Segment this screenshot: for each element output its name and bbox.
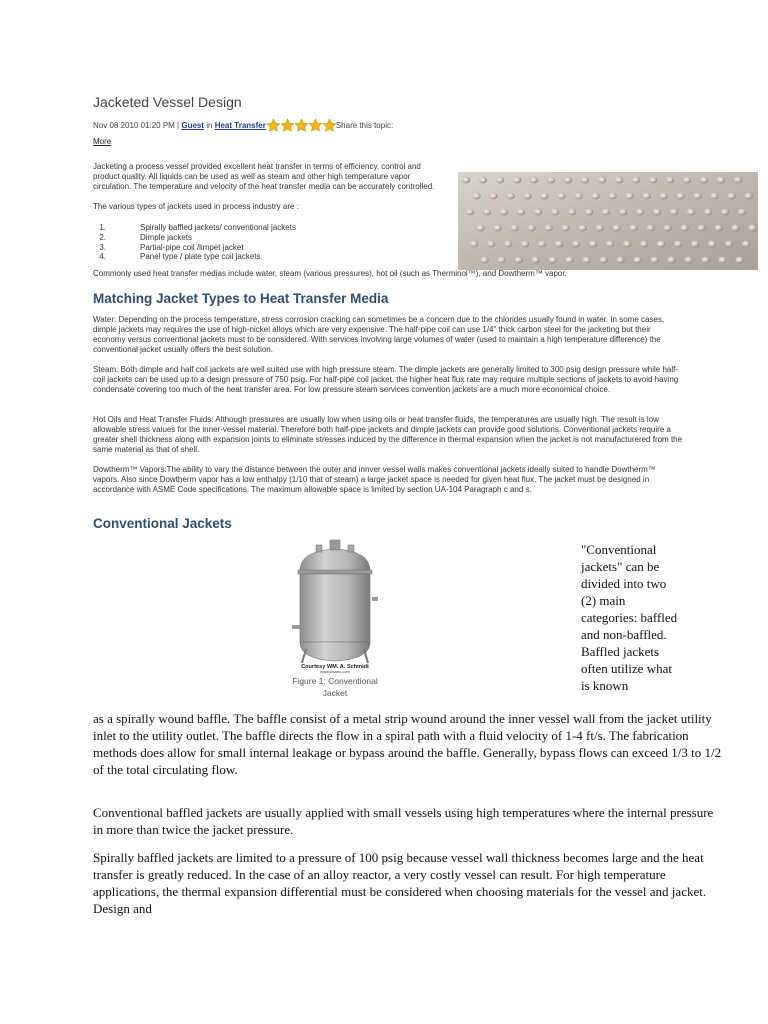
dimple-mark (727, 193, 735, 200)
dimple-mark (568, 209, 576, 216)
category-link[interactable]: Heat Transfer (214, 121, 266, 130)
dimple-mark (534, 209, 542, 216)
dimple-mark (483, 209, 491, 216)
list-item-text: Panel type / plate type coil jackets (140, 252, 261, 262)
dimple-mark (548, 257, 556, 264)
dimple-mark (748, 225, 756, 232)
dimple-mark (480, 257, 488, 264)
intro-text: Jacketing a process vessel provided excellent heat transfer in terms of efficiency, control and product quality. All liquids can be used as well as steam and other high temperature vapor circulation. The temperature and velocity of the heat transfer media can be accurately controlled. (93, 162, 435, 191)
share-label: Share this topic: (335, 121, 394, 130)
dimple-mark (646, 225, 654, 232)
dimple-mark (725, 241, 733, 248)
figure-credit-url: www.wsaes.com (320, 669, 350, 673)
dimple-mark (691, 241, 699, 248)
dimple-mark (666, 177, 674, 184)
dimple-mark (632, 177, 640, 184)
dimple-mark (615, 177, 623, 184)
dimple-mark (649, 177, 657, 184)
dimple-mark (700, 177, 708, 184)
dimple-mark (585, 209, 593, 216)
dimple-mark (487, 241, 495, 248)
dimple-mark (683, 177, 691, 184)
dimple-mark (530, 177, 538, 184)
dimple-mark (659, 193, 667, 200)
dimple-mark (510, 225, 518, 232)
baffled-jackets-paragraph: Conventional baffled jackets are usually applied with small vessels using high temperatures where the internal pressure in more than twice the jacket pressure. (93, 805, 714, 837)
dimple-mark (531, 257, 539, 264)
dimple-mark (650, 257, 658, 264)
dimple-mark (470, 241, 478, 248)
list-number: 2. (99, 232, 106, 242)
dimple-mark (670, 209, 678, 216)
dimple-mark (581, 177, 589, 184)
list-number: 1. (99, 223, 106, 232)
dimple-jacket-photo (458, 172, 758, 270)
water-paragraph: Water: Depending on the process temperature, stress corrosion cracking can sometimes be a concern due to the chlorides usually found in water. In some cases, dimple jackets may requires the use of high-nickel alloys which are very expensive. The half-pipe coil can use 1/4" thick carbon steel for the jacketing but their economy versus conventional jackets must to be considered. With services involving large volumes of water (used to maintain a high temperature difference) the conventional jacket usually offers the best solution. (93, 315, 665, 354)
dimple-mark (636, 209, 644, 216)
dimple-mark (714, 225, 722, 232)
steam-paragraph: Steam: Both dimple and half coil jackets are well suited use with high pressure steam. The dimple jackets are generally limited to 300 psig design pressure while half-coil jackets can be used up to a design pressure of 750 psig. For half-pipe coil jacket, the higher heat flux rate may require multiple sections of jackets to avoid having condensate covering too much of the heat transfer area. For low pressure steam services convention jackets are a much more economical choice. (93, 365, 679, 394)
post-date: Nov 08 2010 01:20 PM | (93, 121, 182, 130)
dimple-mark (521, 241, 529, 248)
dimple-mark (574, 193, 582, 200)
jacket-type-item (66, 252, 296, 262)
star-icon[interactable] (280, 118, 295, 133)
section-heading-conventional: Conventional Jackets (93, 516, 232, 531)
dimple-mark (708, 241, 716, 248)
dimple-mark (557, 193, 565, 200)
dimple-mark (489, 193, 497, 200)
dimple-mark (523, 193, 531, 200)
star-icon[interactable] (294, 118, 309, 133)
hotoils-paragraph: Hot Oils and Heat Transfer Fluids: Although pressures are usually low when using oils or heat transfer fluids, the temperatures are usually high. The result is low allowable stress values for the inner-vessel material. Therefore both half-pipe jackets and dimple jackets can provide good solutions. Conventional jackets require a greater shell thickness along with expansion joints to eliminate stresses induced by the difference in thermal expansion when the jacket is not manufacturered from the same material as that of shell. (93, 415, 683, 454)
section-heading-matching: Matching Jacket Types to Heat Transfer Media (93, 291, 389, 306)
dimple-mark (710, 193, 718, 200)
dimple-mark (674, 241, 682, 248)
dimple-mark (527, 225, 535, 232)
dimple-mark (591, 193, 599, 200)
dimple-mark (582, 257, 590, 264)
dimple-mark (663, 225, 671, 232)
list-item-text: Spirally baffled jackets/ conventional jackets (140, 223, 296, 232)
dimple-mark (606, 241, 614, 248)
more-link[interactable]: More (93, 137, 112, 146)
dimple-mark (640, 241, 648, 248)
author-link[interactable]: Guest (181, 121, 205, 130)
list-item-text: Dimple jackets (140, 232, 193, 242)
dimple-mark (718, 257, 726, 264)
dimple-mark (704, 209, 712, 216)
dimple-mark (602, 209, 610, 216)
jacket-types-lead: The various types of jackets used in process industry are : (93, 202, 299, 211)
dimple-mark (680, 225, 688, 232)
list-item-text: Partial-pipe coil /limpet jacket (140, 242, 244, 252)
dimple-mark (616, 257, 624, 264)
dimple-mark (493, 225, 501, 232)
dimple-mark (623, 241, 631, 248)
dimple-mark (506, 193, 514, 200)
heat-media-paragraph: Commonly used heat transfer medias include water, steam (various pressures), hot oil (such as Therminol™), and Dowtherm™ vapor. (93, 269, 567, 278)
dimple-mark (701, 257, 709, 264)
conventional-jacket-vessel-image (286, 537, 384, 673)
dimple-mark (738, 209, 746, 216)
dimple-mark (608, 193, 616, 200)
dowtherm-paragraph: Dowtherm™ Vapors:The ability to vary the distance between the outer and innver vessel walls makes conventional jackets ideally suited to handle Dowtherm™ vapors. Also since Dowtherm vapor has a low enthalpy (1/10 that of steam) a large jacket space is needed for given heat flux. The jacket must be designed in accordance with ASME Code specifications. The maximum allowable space is limited by section UA-104 Paragraph c and s. (93, 465, 656, 494)
dimple-mark (561, 225, 569, 232)
dimple-mark (472, 193, 480, 200)
jacket-type-item (66, 233, 296, 243)
rating-stars[interactable] (266, 118, 336, 136)
jacket-types-list (66, 223, 296, 262)
dimple-mark (555, 241, 563, 248)
dimple-mark (497, 257, 505, 264)
list-number: 4. (99, 252, 106, 262)
dimple-mark (544, 225, 552, 232)
figure-credit: Courtesy WM. A. Schmidt (301, 664, 369, 670)
dimple-mark (540, 193, 548, 200)
dimple-mark (578, 225, 586, 232)
dimple-mark (513, 177, 521, 184)
dimple-mark (500, 209, 508, 216)
dimple-mark (547, 177, 555, 184)
dimple-mark (629, 225, 637, 232)
dimple-mark (734, 177, 742, 184)
jacket-type-item (66, 243, 296, 253)
dimple-mark (642, 193, 650, 200)
dimple-mark (731, 225, 739, 232)
dimple-mark (479, 177, 487, 184)
jacket-type-item (66, 223, 296, 233)
figure-caption: Figure 1: Conventional Jacket (292, 676, 378, 698)
dimple-mark (697, 225, 705, 232)
dimple-mark (667, 257, 675, 264)
conventional-side-text: "Conventional jackets" can be divided into two (2) main categories: baffled and non-baffled. Baffled jackets often utilize what is known (581, 542, 678, 693)
star-icon[interactable] (266, 118, 281, 133)
dimple-mark (742, 241, 750, 248)
dimple-mark (599, 257, 607, 264)
meta-in: in (204, 121, 215, 130)
dimple-mark (476, 225, 484, 232)
dimple-mark (551, 209, 559, 216)
dimple-mark (504, 241, 512, 248)
dimple-mark (657, 241, 665, 248)
spiral-limit-paragraph: Spirally baffled jackets are limited to a pressure of 100 psig because vessel wall thickness becomes large and the heat transfer is greatly reduced. In the case of an alloy reactor, a very costly vessel can result. For high temperature applications, the thermal expansion differential must be considered when choosing materials for the vessel and jacket. Design and (93, 850, 707, 916)
page-title: Jacketed Vessel Design (93, 94, 242, 110)
dimple-mark (721, 209, 729, 216)
dimple-mark (633, 257, 641, 264)
dimple-mark (676, 193, 684, 200)
dimple-mark (612, 225, 620, 232)
dimple-mark (653, 209, 661, 216)
dimple-mark (466, 209, 474, 216)
dimple-mark (687, 209, 695, 216)
dimple-mark (735, 257, 743, 264)
dimple-mark (717, 177, 725, 184)
dimple-mark (619, 209, 627, 216)
dimple-mark (595, 225, 603, 232)
dimple-mark (538, 241, 546, 248)
dimple-mark (589, 241, 597, 248)
dimple-mark (684, 257, 692, 264)
star-icon[interactable] (322, 118, 337, 133)
dimple-mark (598, 177, 606, 184)
dimple-mark (572, 241, 580, 248)
dimple-mark (565, 257, 573, 264)
dimple-mark (564, 177, 572, 184)
dimple-mark (625, 193, 633, 200)
dimple-mark (514, 257, 522, 264)
post-meta (93, 118, 433, 147)
dimple-mark (693, 193, 701, 200)
dimple-mark (744, 193, 752, 200)
star-icon[interactable] (308, 118, 323, 133)
list-number: 3. (99, 242, 106, 252)
intro-paragraph (93, 162, 443, 192)
spiral-baffle-paragraph: as a spirally wound baffle. The baffle consist of a metal strip wound around the inner vessel wall from the jacket utility inlet to the utility outlet. The baffle directs the flow in a spiral path with a fluid velocity of 1-4 ft/s. The fabrication methods does allow for small internal leakage or bypass around the baffle. Generally, bypass flows can exceed 1/3 to 1/2 of the total circulating flow. (93, 711, 722, 777)
dimple-mark (462, 177, 470, 184)
dimple-mark (496, 177, 504, 184)
dimple-mark (517, 209, 525, 216)
